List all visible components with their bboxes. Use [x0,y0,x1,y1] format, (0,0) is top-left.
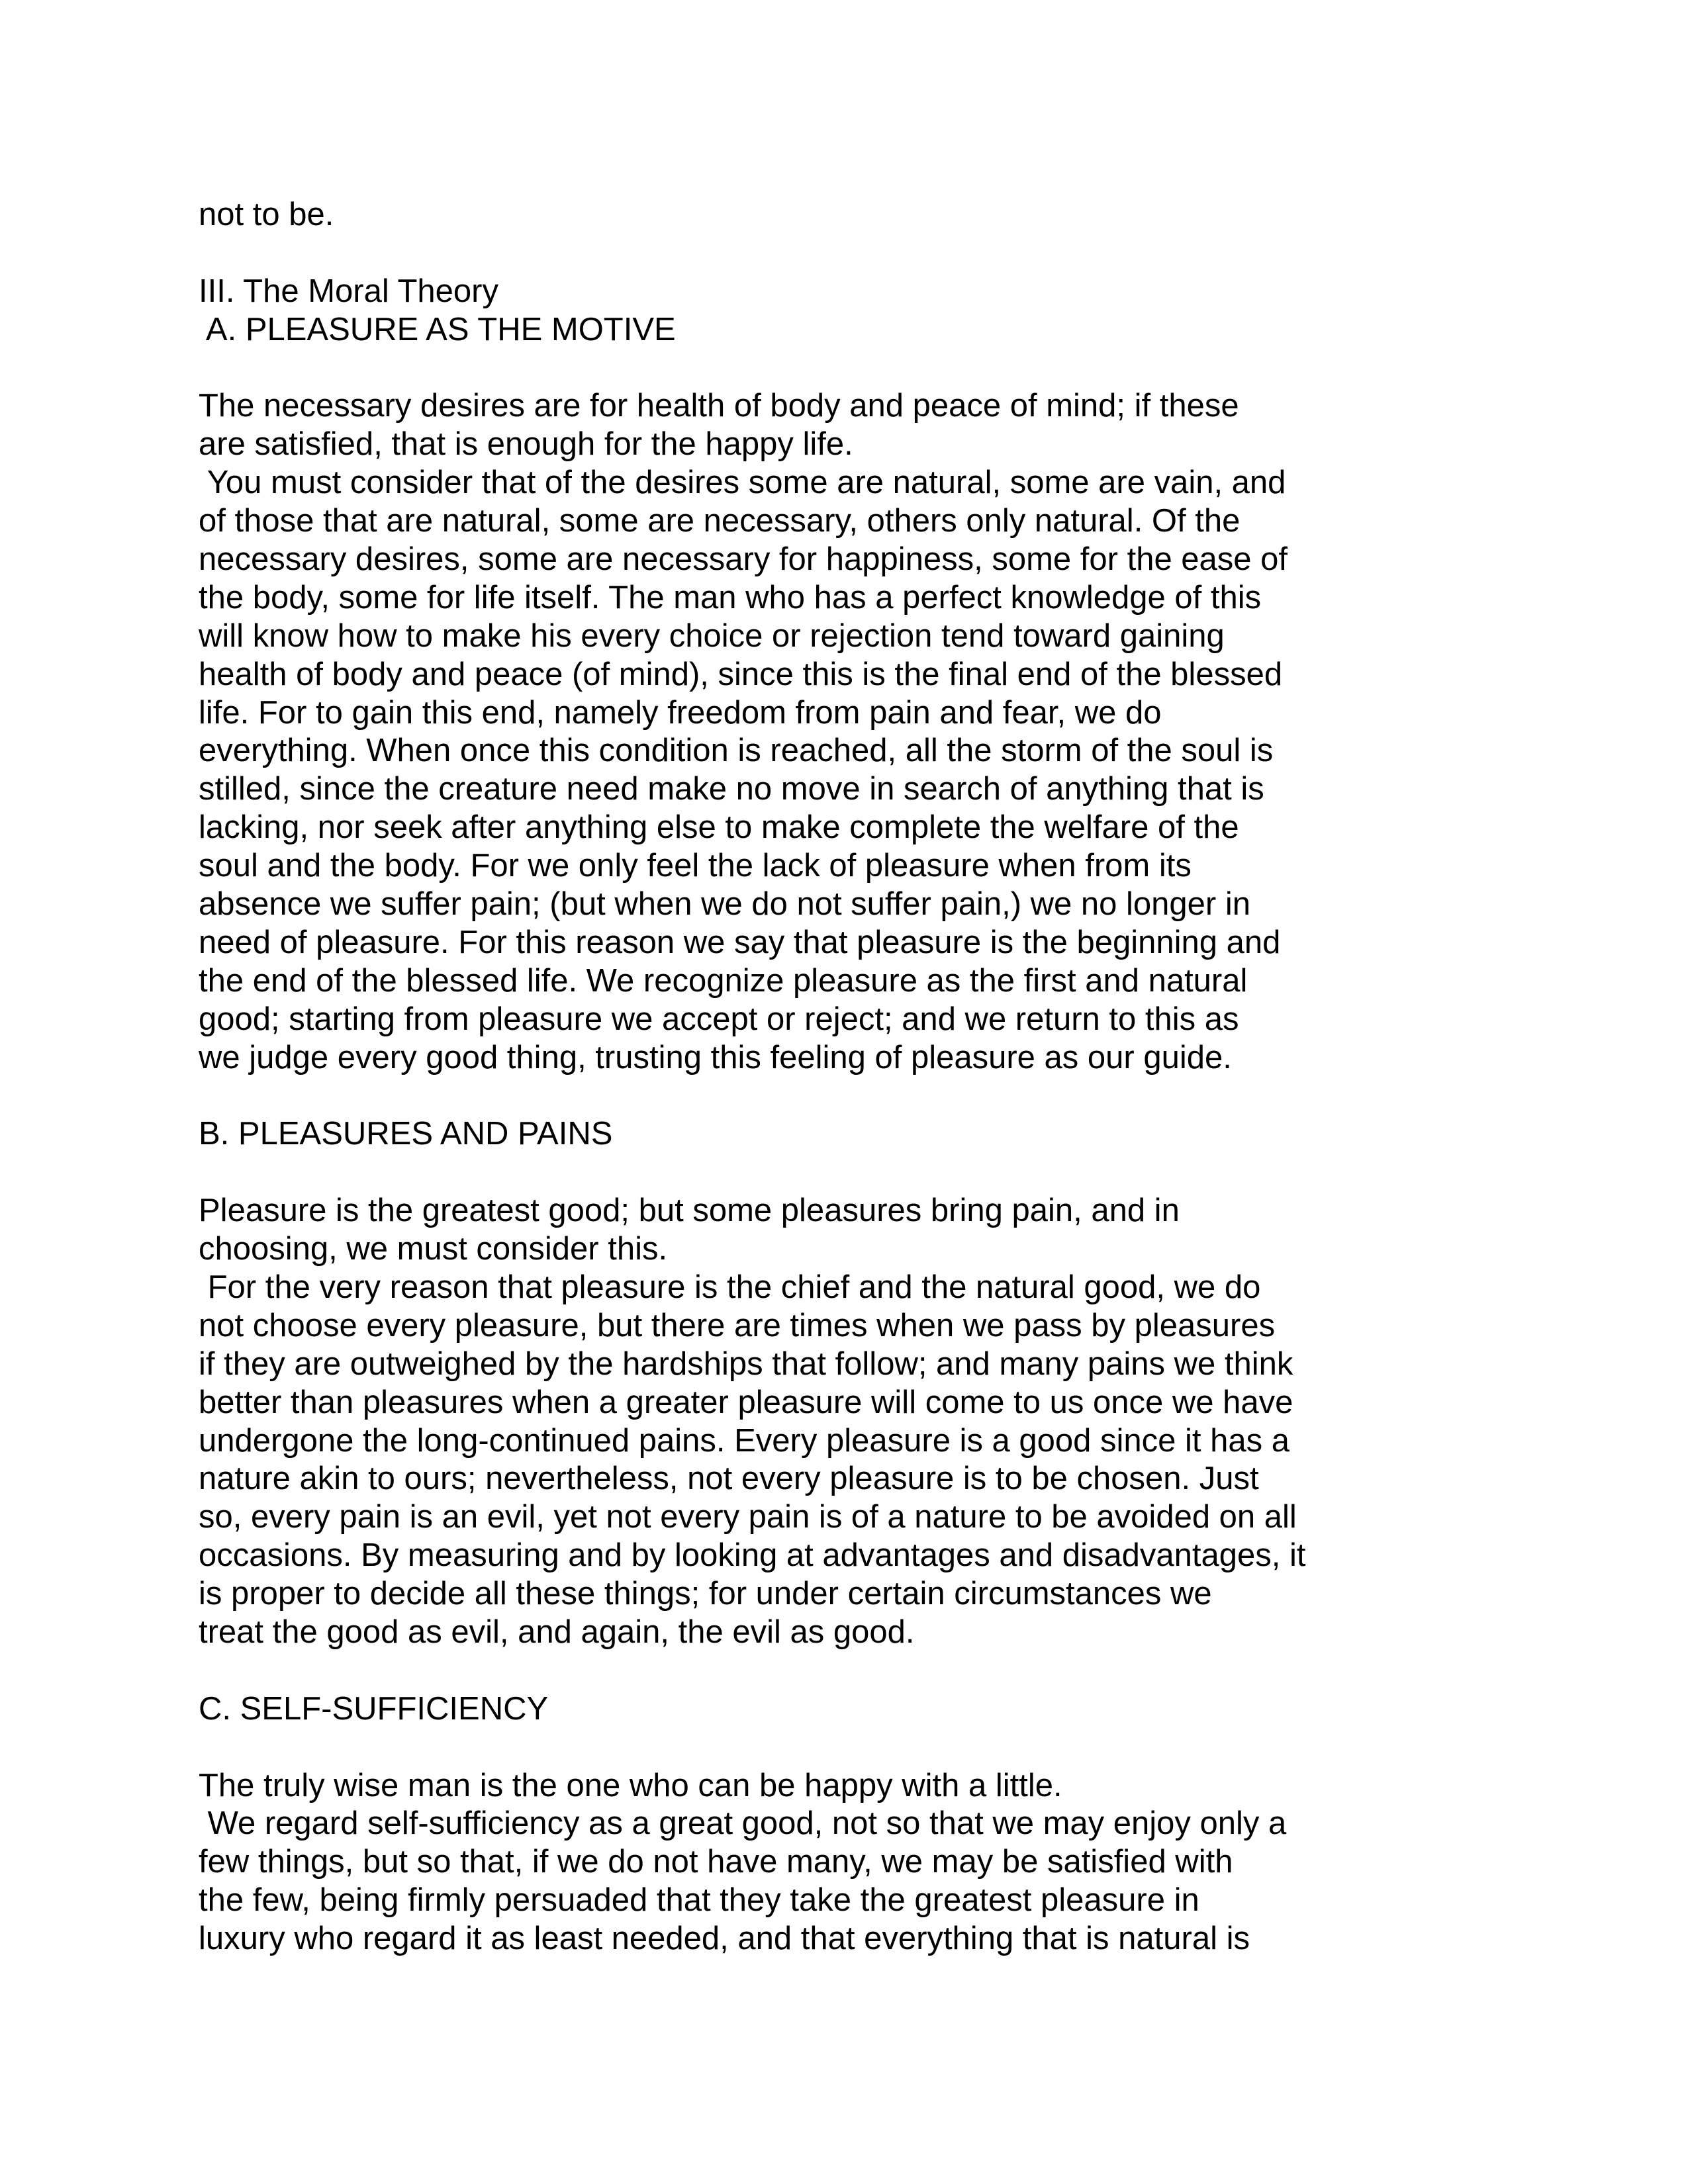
text-line: You must consider that of the desires some are natural, some are vain, and [199,465,1286,501]
text-line: absence we suffer pain; (but when we do not suffer pain,) we no longer in [199,886,1250,923]
heading-line: A. PLEASURE AS THE MOTIVE [199,311,676,347]
text-line: soul and the body. For we only feel the lack of pleasure when from its [199,848,1192,884]
text-line: will know how to make his every choice or rejection tend toward gaining [199,617,1225,654]
text-line: not to be. [199,197,334,232]
text-line: The necessary desires are for health of body and peace of mind; if these [199,388,1239,424]
text-line: the body, some for life itself. The man who has a perfect knowledge of this [199,579,1262,615]
body-paragraph [199,1192,1489,1652]
text-line: life. For to gain this end, namely freedom from pain and fear, we do [199,694,1162,731]
text-line: if they are outweighed by the hardships that follow; and many pains we think [199,1345,1293,1382]
heading-line: III. The Moral Theory [199,273,498,309]
section-heading [199,1690,1489,1729]
text-line: need of pleasure. For this reason we say that pleasure is the beginning and [199,924,1281,960]
block-spacer [199,1154,1489,1192]
text-line: necessary desires, some are necessary for happiness, some for the ease of [199,541,1288,578]
text-line: treat the good as evil, and again, the evil as good. [199,1614,915,1650]
text-line: nature akin to ours; nevertheless, not every pleasure is to be chosen. Just [199,1461,1259,1497]
text-line: choosing, we must consider this. [199,1231,668,1267]
text-line: luxury who regard it as least needed, and that everything that is natural is [199,1921,1250,1957]
text-line: better than pleasures when a greater pleasure will come to us once we have [199,1384,1293,1420]
text-line: For the very reason that pleasure is the chief and the natural good, we do [199,1269,1261,1305]
text-line: so, every pain is an evil, yet not every pain is of a nature to be avoided on all [199,1499,1297,1535]
text-line: The truly wise man is the one who can be happy with a little. [199,1767,1062,1803]
text-line: good; starting from pleasure we accept or reject; and we return to this as [199,1001,1239,1037]
body-paragraph [199,387,1489,1077]
block-spacer [199,1652,1489,1690]
text-line: few things, but so that, if we do not have many, we may be satisfied with [199,1844,1233,1880]
text-line: we judge every good thing, trusting this feeling of pleasure as our guide. [199,1039,1232,1075]
block-spacer [199,1077,1489,1115]
text-line: undergone the long-continued pains. Every pleasure is a good since it has a [199,1422,1290,1459]
text-line: is proper to decide all these things; for under certain circumstances we [199,1576,1212,1612]
section-heading [199,273,1489,349]
text-line: health of body and peace (of mind), since this is the final end of the blessed [199,656,1283,692]
block-spacer [199,234,1489,273]
text-line: the end of the blessed life. We recognize pleasure as the first and natural [199,962,1248,999]
text-line: stilled, since the creature need make no move in search of anything that is [199,771,1264,807]
heading-line: C. SELF-SUFFICIENCY [199,1690,549,1727]
body-paragraph [199,1767,1489,1958]
block-spacer [199,349,1489,388]
text-line: everything. When once this condition is reached, all the storm of the soul is [199,733,1274,769]
body-paragraph [199,196,1489,234]
text-line: are satisfied, that is enough for the happy life. [199,426,853,463]
section-heading [199,1115,1489,1154]
block-spacer [199,1729,1489,1767]
text-line: the few, being firmly persuaded that they take the greatest pleasure in [199,1882,1199,1919]
text-line: Pleasure is the greatest good; but some pleasures bring pain, and in [199,1193,1180,1229]
heading-line: B. PLEASURES AND PAINS [199,1116,613,1152]
text-line: We regard self-sufficiency as a great good, not so that we may enjoy only a [199,1805,1287,1842]
document-page [199,196,1489,1958]
text-line: of those that are natural, some are necessary, others only natural. Of the [199,503,1241,539]
text-line: occasions. By measuring and by looking at advantages and disadvantages, it [199,1537,1306,1574]
text-line: not choose every pleasure, but there are times when we pass by pleasures [199,1307,1276,1343]
text-line: lacking, nor seek after anything else to make complete the welfare of the [199,809,1239,846]
